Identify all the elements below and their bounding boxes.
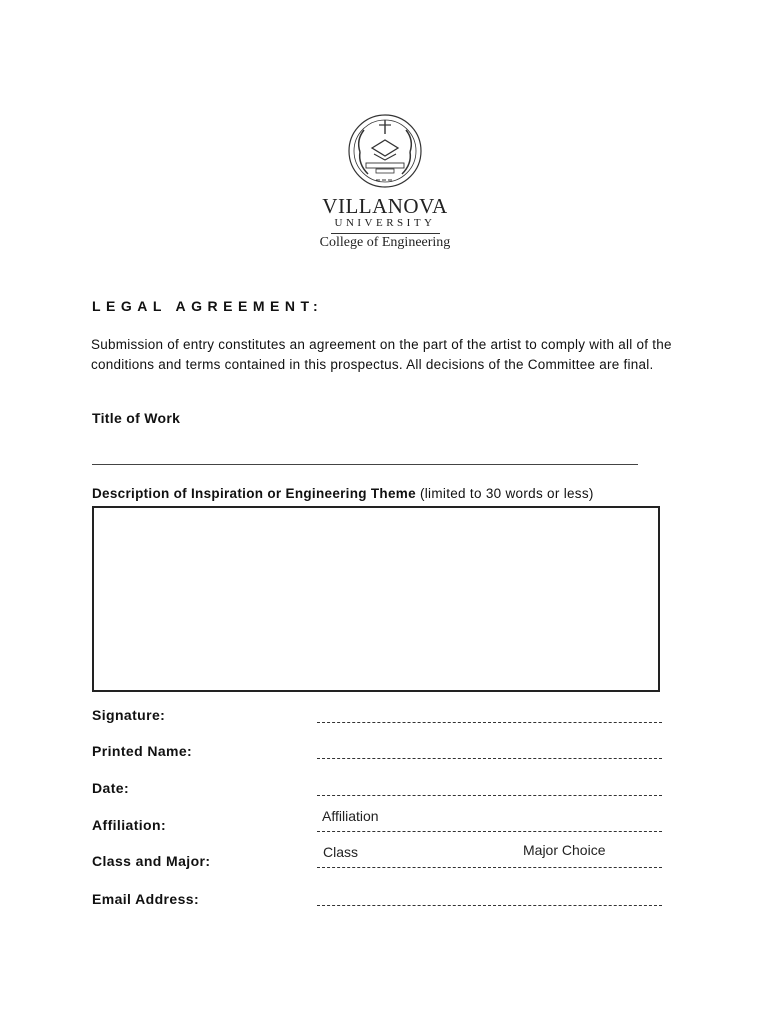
printed-name-field[interactable] [317,757,662,759]
description-label-note: (limited to 30 words or less) [419,486,594,501]
affiliation-value: Affiliation [322,808,379,824]
logo-university: UNIVERSITY [334,217,436,229]
class-major-label: Class and Major: [92,853,211,869]
title-of-work-label: Title of Work [92,410,181,426]
signature-label: Signature: [92,707,166,723]
intro-paragraph: Submission of entry constitutes an agreement on the part of the artist to comply with all of the conditions and terms contained in this prospectus. All decisions of the Committee are final. [91,337,672,372]
description-textarea[interactable] [92,506,660,692]
email-label: Email Address: [92,891,200,907]
major-choice-select[interactable]: Major Choice [523,842,606,858]
affiliation-field[interactable] [317,808,662,832]
description-label [92,486,594,501]
logo-divider [331,233,440,234]
logo-college: College of Engineering [319,235,451,250]
date-field[interactable] [317,794,662,796]
affiliation-label: Affiliation: [92,817,167,833]
seal-icon [346,112,424,190]
email-field[interactable] [317,904,662,906]
university-seal [0,112,770,190]
page-title: LEGAL AGREEMENT: [92,298,324,314]
date-label: Date: [92,780,130,796]
class-value[interactable]: Class [323,844,359,860]
printed-name-label: Printed Name: [92,743,193,759]
title-of-work-field[interactable] [92,463,638,465]
signature-field[interactable] [317,721,662,723]
class-major-field[interactable] [317,842,662,868]
logo-villanova: VILLANOVA [322,194,448,218]
description-label-bold: Description of Inspiration or Engineering Theme [92,486,416,501]
